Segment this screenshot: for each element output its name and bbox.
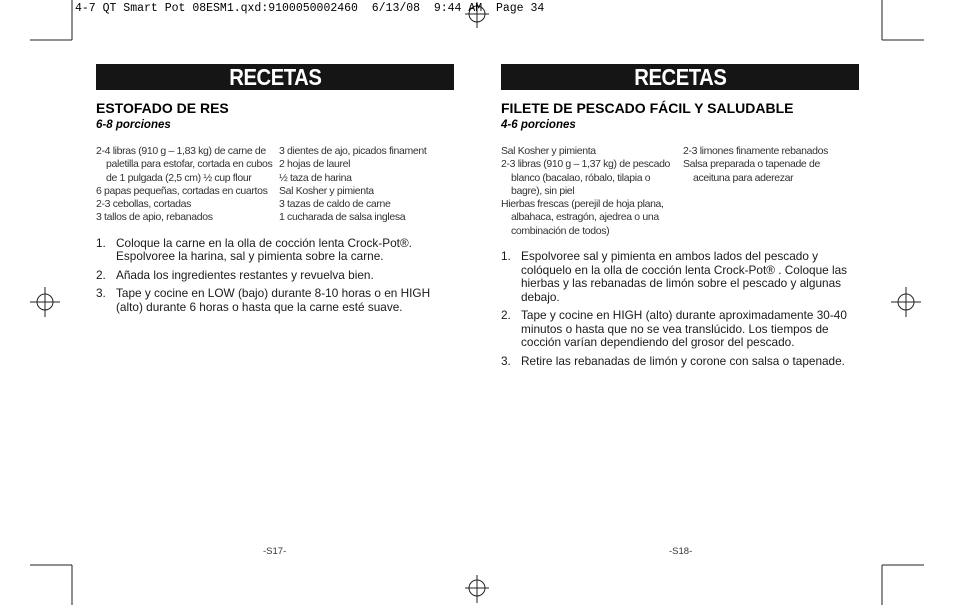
ingredient-list <box>96 145 454 225</box>
step-text: Tape y cocine en HIGH (alto) durante aproximadamente 30-40 minutos o hasta que no se vea translúcido. Los tiempos de cocción varían dependiendo del grosor del pescado. <box>521 308 847 350</box>
step-number: 2. <box>501 308 511 323</box>
ingredient-item: 3 dientes de ajo, picados finament <box>279 145 427 157</box>
ingredient-item: 2-3 libras (910 g – 1,37 kg) de pescado blanco (bacalao, róbalo, tilapia o bagre), sin piel <box>501 158 671 197</box>
step-number: 1. <box>96 235 106 250</box>
ingredient-column-1 <box>501 145 683 238</box>
step-text: Tape y cocine en LOW (bajo) durante 8-10 horas o en HIGH (alto) durante 6 horas o hasta que la carne esté suave. <box>116 286 431 314</box>
ingredient-item: 2-3 cebollas, cortadas <box>96 198 192 211</box>
section-header-bar <box>96 64 454 90</box>
step-text: Añada los ingredientes restantes y revuelva bien. <box>116 267 374 282</box>
step-text: Retire las rebanadas de limón y corone con salsa o tapenade. <box>521 353 845 368</box>
instruction-list <box>501 250 859 368</box>
left-page <box>96 64 454 319</box>
section-header: RECETAS <box>633 64 727 90</box>
ingredient-item: Sal Kosher y pimienta <box>501 145 596 157</box>
ingredient-list <box>501 145 859 238</box>
recipe-title: FILETE DE PESCADO FÁCIL Y SALUDABLE <box>501 100 794 116</box>
ingredient-item: Salsa preparada o tapenade de aceituna para aderezar <box>683 158 820 184</box>
step-number: 2. <box>96 267 106 282</box>
instruction-step <box>501 250 859 304</box>
instruction-step <box>501 355 859 369</box>
ingredient-item: Sal Kosher y pimienta <box>279 184 374 197</box>
step-text: Espolvoree sal y pimienta en ambos lados del pescado y colóquelo en la olla de cocción lenta Crock-Pot® . Coloque las hierbas y las rebanadas de limón sobre el pescado y algunas debajo. <box>521 249 848 304</box>
ingredient-item: 6 papas pequeñas, cortadas en cuartos <box>96 184 268 197</box>
step-number: 3. <box>501 353 511 368</box>
ingredient-item: 3 tazas de caldo de carne <box>279 198 391 211</box>
instruction-step <box>96 237 454 264</box>
ingredient-item: 1 cucharada de salsa inglesa <box>279 211 406 224</box>
right-page <box>501 64 859 373</box>
instruction-step <box>501 309 859 350</box>
section-header-bar <box>501 64 859 90</box>
ingredient-column-1 <box>96 145 279 225</box>
ingredient-item: 2-3 limones finamente rebanados <box>683 145 828 157</box>
ingredient-column-2 <box>683 145 859 238</box>
ingredient-item: ½ taza de harina <box>279 171 352 184</box>
ingredient-column-2 <box>279 145 454 225</box>
file-slug: 4-7 QT Smart Pot 08ESM1.qxd:9100050002460 6/13/08 9:44 AM Page 34 <box>75 2 545 15</box>
section-header: RECETAS <box>228 64 322 90</box>
page-number-left: -S17- <box>263 546 287 557</box>
instruction-step <box>96 269 454 283</box>
page-number-right: -S18- <box>669 546 693 557</box>
recipe-servings: 4-6 porciones <box>501 119 576 131</box>
step-number: 3. <box>96 286 106 301</box>
ingredient-item: Hierbas frescas (perejil de hoja plana, albahaca, estragón, ajedrea o una combinación de todos) <box>501 198 664 237</box>
recipe-title: ESTOFADO DE RES <box>96 100 229 116</box>
step-number: 1. <box>501 249 511 264</box>
instruction-list <box>96 237 454 315</box>
ingredient-item: 2 hojas de laurel <box>279 158 351 171</box>
ingredient-item: 3 tallos de apio, rebanados <box>96 211 213 224</box>
instruction-step <box>96 287 454 314</box>
ingredient-item: 2-4 libras (910 g – 1,83 kg) de carne de paletilla para estofar, cortada en cubos de 1 pulgada (2,5 cm) ½ cup flour <box>96 145 273 184</box>
step-text: Coloque la carne en la olla de cocción lenta Crock-Pot®. Espolvoree la harina, sal y pimienta sobre la carne. <box>116 235 412 264</box>
recipe-servings: 6-8 porciones <box>96 119 171 131</box>
